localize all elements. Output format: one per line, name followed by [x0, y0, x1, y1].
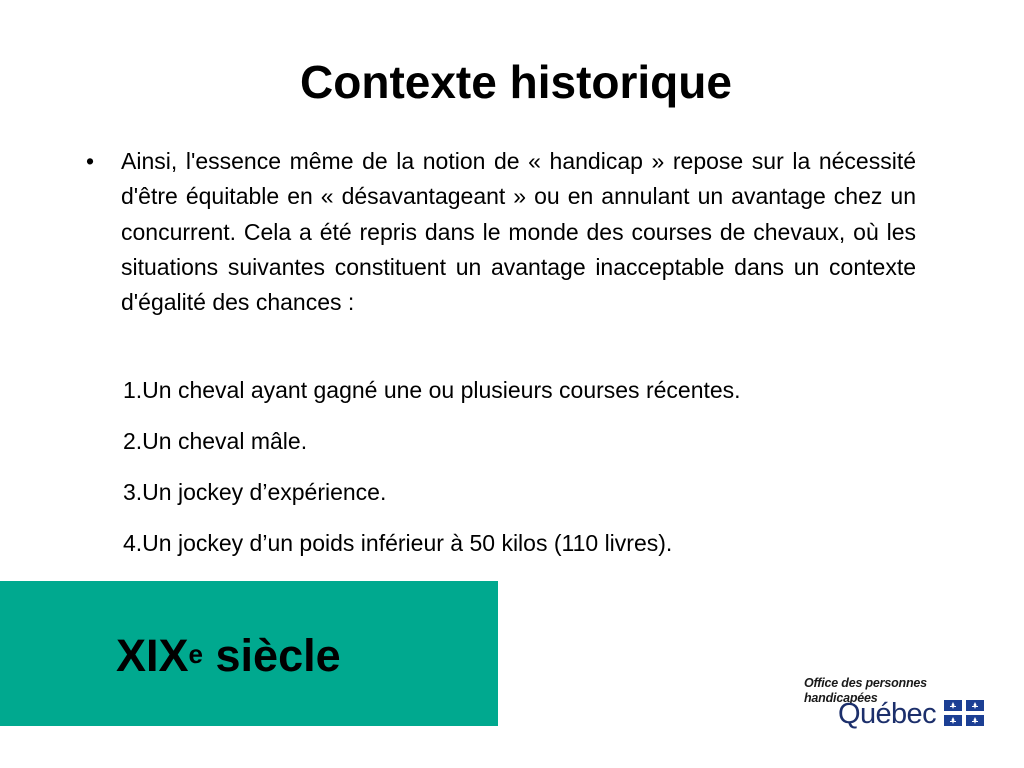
- century-suffix: e: [188, 639, 204, 669]
- bullet-text: Ainsi, l'essence même de la notion de « handicap » repose sur la nécessité d'être équitable en « désavantageant » ou en annulant un avantage chez un concurrent. Cela a été repris dans le monde des courses de chevaux, où les situations suivantes constituent un avantage inacceptable dans un contexte d'égalité des chances :: [121, 148, 916, 316]
- list-item: 1.Un cheval ayant gagné une ou plusieurs courses récentes.: [123, 377, 741, 403]
- logo-quebec-wordmark: Québec: [838, 698, 936, 730]
- logo-org-line2: handicapées: [804, 691, 878, 705]
- opheq-logo: [804, 676, 994, 736]
- list-item: 4.Un jockey d’un poids inférieur à 50 kilos (110 livres).: [123, 530, 673, 556]
- century-roman: XIX: [116, 630, 189, 681]
- bullet-paragraph: [86, 144, 916, 320]
- list-item: 2.Un cheval mâle.: [123, 428, 308, 454]
- numbered-list: [123, 373, 741, 577]
- fleurdelise-icon: [944, 700, 984, 726]
- bullet-icon: •: [86, 148, 95, 174]
- logo-org-line1: Office des personnes: [804, 676, 927, 690]
- century-label: [116, 626, 341, 686]
- slide-title: Contexte historique: [300, 56, 732, 108]
- list-item: 3.Un jockey d’expérience.: [123, 479, 387, 505]
- century-word: siècle: [215, 630, 341, 681]
